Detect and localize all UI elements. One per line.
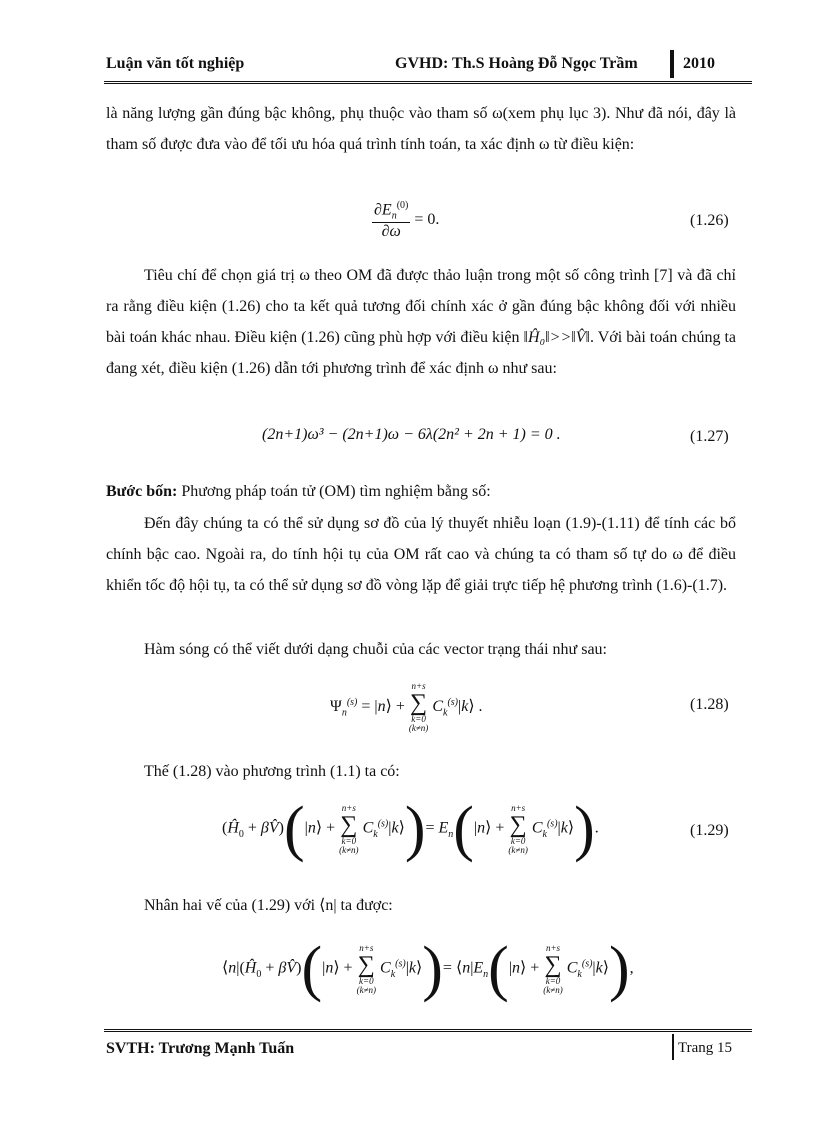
paragraph-4: Hàm sóng có thể viết dưới dạng chuỗi của các vector trạng thái như sau: [144,641,607,658]
equation-number-1-29: (1.29) [690,822,729,839]
footer-rule [104,1029,752,1034]
paragraph-2-tail: . Với bài toán chúng ta đang xét, điều kiện (1.26) dẫn tới phương trình để xác định ω như sau: [106,329,737,377]
equation-number-1-26: (1.26) [690,212,729,229]
step-four-text: Phương pháp toán tử (OM) tìm nghiệm bằng số: [177,483,491,500]
header-advisor: GVHD: Th.S Hoàng Đỗ Ngọc Trầm [395,55,638,72]
paragraph-1: là năng lượng gần đúng bậc không, phụ thuộc vào tham số ω(xem phụ lục 3). Như đã nói, đây là tham số được đưa vào để tối ưu hóa quá trình tính toán, ta xác định ω từ điều kiện: [106,105,736,153]
condition-inequality: ‖Ĥ₀‖>>‖V̂‖ [523,329,590,346]
equation-1-29: ($Ĥ_0$ + βV̂)(|n⟩ + n+s ∑ k=0 (k≠n) $C_k^{(s)}|k⟩)=$ $E_n(|n⟩$ + n+s ∑ k=0 (k≠n) $C_k^{(s)}|k⟩$). [222,795,599,863]
paragraph-2-text: Tiêu chí để chọn giá trị ω theo OM đã được thảo luận trong một số công trình [7] và đã chỉ ra rằng điều kiện (1.26) cho ta kết quả tương đối chính xác ở gần đúng bậc không đối với nhiều bài toán khác nhau. Điều kiện (1.26) cũng phù hợp với điều kiện [106,267,736,346]
paragraph-2 [106,260,736,384]
footer-divider [672,1034,674,1060]
paragraph-6: Nhân hai vế của (1.29) với ⟨n| ta được: [144,897,393,914]
equation-1-27: (2n+1)ω³ − (2n+1)ω − 6λ(2n² + 2n + 1) = 0 . [262,426,561,443]
paragraph-3: Đến đây chúng ta có thể sử dụng sơ đồ của lý thuyết nhiễu loạn (1.9)-(1.11) để tính các bổ chính bậc cao. Ngoài ra, do tính hội tụ của OM rất cao và chúng ta có tham số tự do ω để điều khiển tốc độ hội tụ, ta có thể sử dụng sơ đồ vòng lặp để giải trực tiếp hệ phương trình (1.6)-(1.7). [106,515,736,594]
header-rule [104,81,752,86]
header-title-left: Luận văn tốt nghiệp [106,55,245,72]
equation-number-1-27: (1.27) [690,428,729,445]
step-four-label: Bước bốn: [106,483,178,500]
equation-1-26: $\frac{\partial E_n^{(0)}}{\partial\omega}$ = 0. [374,200,440,240]
equation-1-28: $\Psi_n^{(s)}$ = |n⟩ + n+s ∑ k=0 (k≠n) $C_k^{(s)}|k⟩$ . [330,681,483,733]
equation-number-1-28: (1.28) [690,696,729,713]
header-year: 2010 [683,55,715,72]
footer-author: SVTH: Trương Mạnh Tuấn [106,1040,295,1057]
step-four [106,476,736,507]
header-divider [670,50,674,78]
equation-projection: $⟨n|(Ĥ_0$ + βV̂)(|n⟩ + n+s ∑ k=0 (k≠n) $C_k^{(s)}|k⟩)=$ $⟨n|E_n(|n⟩$ + n+s ∑ k=0 (k≠n) $C_k^{(s)}|k⟩$), [222,935,634,1003]
paragraph-5: Thế (1.28) vào phương trình (1.1) ta có: [144,763,400,780]
page-number: Trang 15 [678,1040,733,1056]
